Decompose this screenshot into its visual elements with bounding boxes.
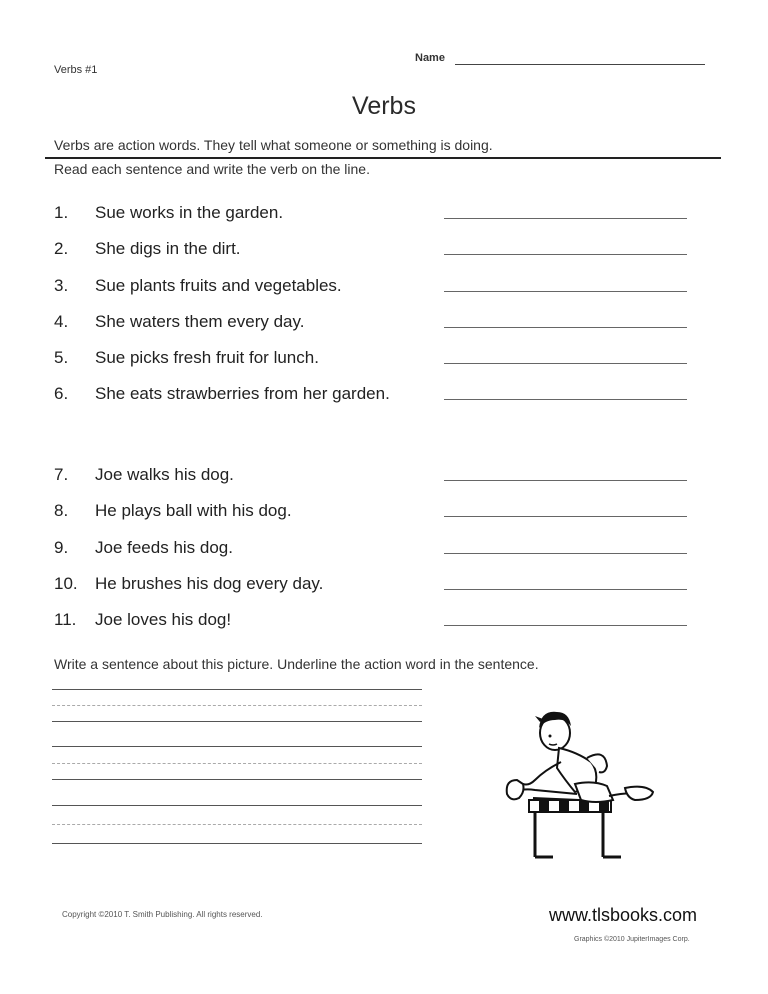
writing-line[interactable] <box>52 721 422 722</box>
writing-line[interactable] <box>52 805 422 806</box>
question-text: Sue picks fresh fruit for lunch. <box>95 348 319 367</box>
answer-line[interactable] <box>444 363 687 364</box>
question-number: 10. <box>54 574 78 593</box>
question-text: He brushes his dog every day. <box>95 574 324 593</box>
answer-line[interactable] <box>444 553 687 554</box>
answer-line[interactable] <box>444 625 687 626</box>
question-number: 6. <box>54 384 69 403</box>
answer-line[interactable] <box>444 291 687 292</box>
question-text: She eats strawberries from her garden. <box>95 384 390 403</box>
name-input-line[interactable] <box>455 64 705 65</box>
question-number: 8. <box>54 501 69 520</box>
writing-line[interactable] <box>52 689 422 690</box>
boy-shorts <box>575 782 613 802</box>
question-number: 5. <box>54 348 69 367</box>
boy-jumping-hurdle-illustration <box>495 700 665 865</box>
question-number: 11. <box>54 610 77 629</box>
writing-midline <box>52 763 422 764</box>
question-text: Sue plants fruits and vegetables. <box>95 276 342 295</box>
divider <box>45 157 721 159</box>
question-number: 4. <box>54 312 69 331</box>
copyright: Copyright ©2010 T. Smith Publishing. All rights reserved. <box>62 910 263 919</box>
answer-line[interactable] <box>444 254 687 255</box>
answer-line[interactable] <box>444 480 687 481</box>
answer-line[interactable] <box>444 516 687 517</box>
question-text: Joe loves his dog! <box>95 610 232 629</box>
question-text: Joe feeds his dog. <box>95 538 233 557</box>
page-title: Verbs <box>352 92 416 120</box>
writing-midline <box>52 824 422 825</box>
picture-prompt: Write a sentence about this picture. Underline the action word in the sentence. <box>54 656 539 672</box>
question-number: 1. <box>54 203 69 222</box>
question-number: 2. <box>54 239 69 258</box>
answer-line[interactable] <box>444 399 687 400</box>
boy-shoe-back <box>625 787 653 800</box>
question-text: Joe walks his dog. <box>95 465 234 484</box>
question-text: She waters them every day. <box>95 312 305 331</box>
boy-shoe-front <box>507 780 524 799</box>
boy-arm-front <box>523 762 561 785</box>
question-number: 9. <box>54 538 69 557</box>
question-text: Sue works in the garden. <box>95 203 284 222</box>
graphics-credit: Graphics ©2010 JupiterImages Corp. <box>574 936 690 943</box>
boy-head <box>535 712 571 750</box>
answer-line[interactable] <box>444 589 687 590</box>
verb-definition: Verbs are action words. They tell what someone or something is doing. <box>54 137 493 153</box>
answer-line[interactable] <box>444 218 687 219</box>
question-text: She digs in the dirt. <box>95 239 241 258</box>
website-link[interactable]: www.tlsbooks.com <box>549 905 698 925</box>
writing-line[interactable] <box>52 746 422 747</box>
worksheet-id: Verbs #1 <box>54 64 98 76</box>
question-number: 3. <box>54 276 69 295</box>
writing-line[interactable] <box>52 779 422 780</box>
instructions: Read each sentence and write the verb on the line. <box>54 161 370 177</box>
writing-line[interactable] <box>52 843 422 844</box>
name-label: Name <box>415 52 445 64</box>
writing-midline <box>52 705 422 706</box>
answer-line[interactable] <box>444 327 687 328</box>
question-number: 7. <box>54 465 69 484</box>
question-text: He plays ball with his dog. <box>95 501 292 520</box>
